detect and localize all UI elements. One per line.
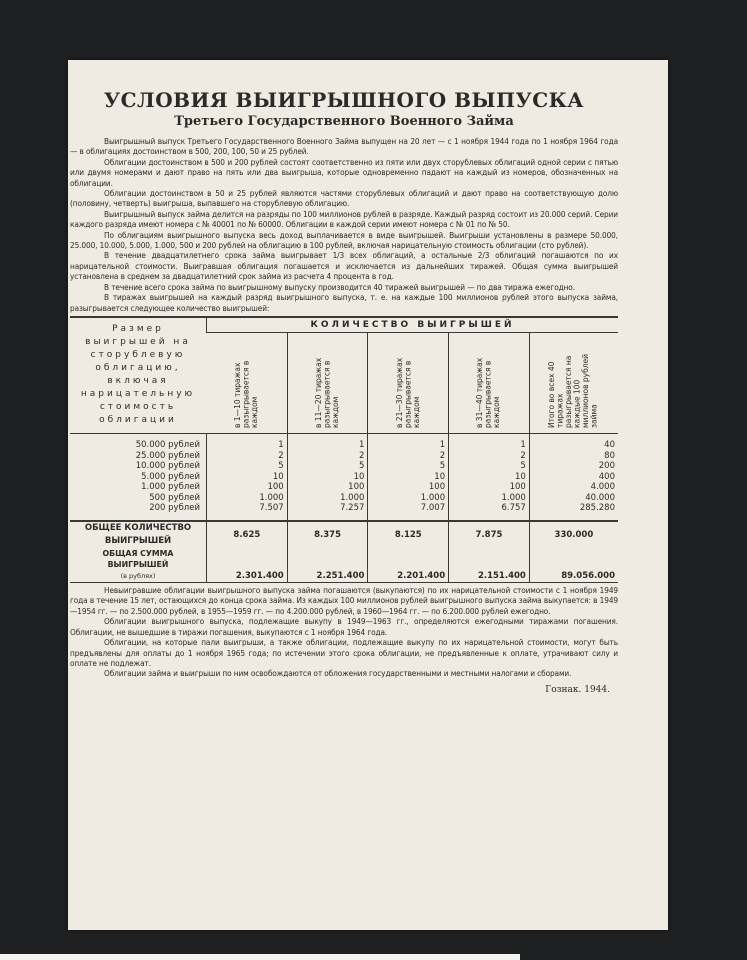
- paragraph: В течение двадцатилетнего срока займа выигрывает 1/3 всех облигаций, а остальные 2/3 облигаций погашаются по их нарицательной стоимости. Выигравшая облигация погашается и исключается из дальнейших тиражей. Общая сумма выигрышей установлена в среднем за двадцатилетний срок займа из расчета 4 процента в год.: [70, 250, 618, 282]
- column-header: Итого во всех 40 тиражах разыгрывается на каждые 100 миллионов рублей займа: [529, 332, 618, 433]
- table-row: 50.000 рублей 1 1 1 1 40: [70, 440, 618, 451]
- paragraph: Облигации достоинством в 500 и 200 рублей состоят соответственно из пяти или двух сторублевых облигаций одной серии с пятью или двумя номерами и дают право на пять или два выигрыша, которые одновременно падают на каждый из номеров, обозначенных на облигации.: [70, 156, 618, 188]
- paragraph: По облигациям выигрышного выпуска весь доход выплачивается в виде выигрышей. Выигрыши установлены в размере 50.000, 25.000, 10.000, 5.000, 1.000, 500 и 200 рублей на облигацию в 100 рублей, включая нарицательную стоимость облигации (сто рублей).: [70, 229, 618, 251]
- paragraph: Выигрышный выпуск займа делится на разряды по 100 миллионов рублей в разряде. Каждый разряд состоит из 20.000 серий. Серии каждого разряда имеют номера с № 40001 по № 60000. Облигации в каждой серии имеют номера с № 01 по № 50.: [70, 208, 618, 230]
- paragraph: Выигрышный выпуск Третьего Государственного Военного Займа выпущен на 20 лет — с 1 ноября 1944 года по 1 ноября 1964 года — в облигациях достоинством в 500, 200, 100, 50 и 25 рублей.: [70, 136, 618, 157]
- document-title: УСЛОВИЯ ВЫИГРЫШНОГО ВЫПУСКА: [103, 88, 585, 112]
- column-header: в 31—40 тиражах разыгрывается в каждом: [449, 332, 530, 433]
- edge-strip: [0, 954, 520, 960]
- paragraph: Облигации выигрышного выпуска, подлежащие выкупу в 1949—1963 гг., определяются ежегодными тиражами погашения. Облигации, не вышедшие в тиражи погашения, выкупаются с 1 ноября 1964 года.: [70, 616, 618, 637]
- document-subtitle: Третьего Государственного Военного Займа: [174, 114, 514, 129]
- paragraph: Облигации займа и выигрыши по ним освобождаются от обложения государственными и местными налогами и сборами.: [104, 668, 572, 679]
- total-count-row: ОБЩЕЕ КОЛИЧЕСТВО ВЫИГРЫШЕЙ 8.625 8.375 8.125 7.875 330.000: [70, 521, 618, 548]
- table-group-header: КОЛИЧЕСТВО ВЫИГРЫШЕЙ: [207, 317, 619, 333]
- prize-table: [70, 316, 618, 583]
- table-row: 10.000 рублей 5 5 5 5 200: [70, 461, 618, 472]
- column-header: в 21—30 тиражах разыгрывается в каждом: [368, 332, 449, 433]
- paragraph: В течение всего срока займа по выигрышному выпуску производится 40 тиражей выигрышей — по два тиража ежегодно.: [104, 281, 575, 292]
- paragraph: Облигации, на которые пали выигрыши, а также облигации, подлежащие выкупу по их нарицательной стоимости, могут быть предъявлены для оплаты до 1 ноября 1965 года; по истечении этого срока облигации, не предъявленные к оплате, утрачивают силу и оплате не подлежат.: [70, 637, 618, 668]
- column-header: в 1—10 тиражах разыгрывается в каждом: [207, 332, 288, 433]
- column-header: в 11—20 тиражах разыгрывается в каждом: [287, 332, 368, 433]
- paragraph: Невыигравшие облигации выигрышного выпуска займа погашаются (выкупаются) по их нарицательной стоимости с 1 ноября 1949 года в течение 15 лет, остающихся до конца срока займа. Из каждых 100 миллионов рублей выигрышного выпуска займа выкупается: в 1949—1954 гг. — по 2.500.000 рублей, в 1955—1959 гг. — по 4.200.000 рублей, в 1960—1964 гг. — по 6.200.000 рублей ежегодно.: [70, 585, 618, 616]
- table-row: 1.000 рублей 100 100 100 100 4.000: [70, 482, 618, 493]
- table-row: 500 рублей 1.000 1.000 1.000 1.000 40.000: [70, 493, 618, 504]
- total-sum-row: ОБЩАЯ СУММА ВЫИГРЫШЕЙ (в рублях) 2.301.400 2.251.400 2.201.400 2.151.400 89.056.000: [70, 548, 618, 583]
- paragraph: В тиражах выигрышей на каждый разряд выигрышного выпуска, т. е. на каждые 100 миллионов рублей этого выпуска займа, разыгрывается следующее количество выигрышей:: [70, 292, 618, 313]
- table-row: 25.000 рублей 2 2 2 2 80: [70, 451, 618, 462]
- printer-mark: Гознак. 1944.: [545, 684, 610, 695]
- paragraph: Облигации достоинством в 50 и 25 рублей являются частями сторублевых облигаций и дают право на соответствующую долю (половину, четверть) выигрыша, выпавшего на сторублевую облигацию.: [70, 188, 618, 209]
- table-row: 5.000 рублей 10 10 10 10 400: [70, 472, 618, 483]
- document-content: [70, 88, 618, 695]
- table-row: 200 рублей 7.507 7.257 7.007 6.757 285.280: [70, 503, 618, 514]
- table-label-header: Размер выигрышей на сторублевую облигацию, включая нарицательную стоимость облигации: [70, 317, 207, 434]
